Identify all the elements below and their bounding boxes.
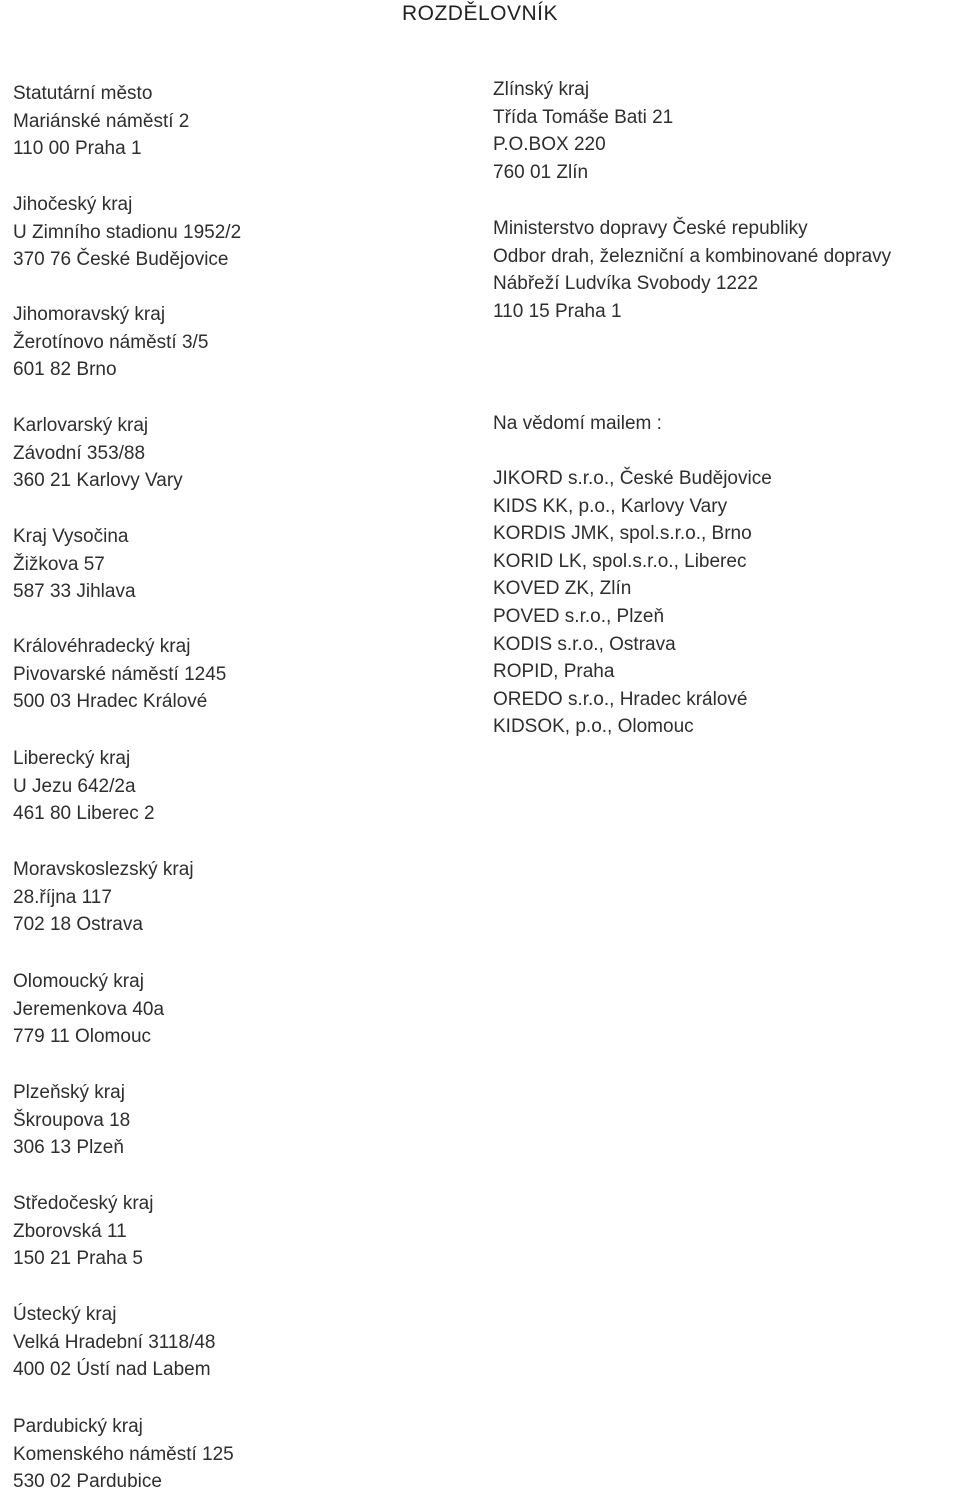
- address-block-olomoucky: [13, 968, 164, 1051]
- address-line: Pivovarské náměstí 1245: [13, 663, 227, 685]
- address-line: Liberecký kraj: [13, 748, 131, 769]
- address-line: Olomoucký kraj: [13, 971, 144, 992]
- address-line: Ministerstvo dopravy České republiky: [493, 218, 808, 239]
- address-block-karlovarsky: [13, 412, 183, 495]
- document-title: ROZDĚLOVNÍK: [401, 2, 559, 25]
- address-line: Královéhradecký kraj: [13, 636, 191, 657]
- address-line: 360 21 Karlovy Vary: [13, 470, 183, 492]
- address-line: Karlovarský kraj: [13, 415, 149, 436]
- address-line: 370 76 České Budějovice: [13, 249, 229, 271]
- address-line: 110 15 Praha 1: [493, 300, 622, 322]
- address-line: Jihočeský kraj: [13, 194, 133, 215]
- address-line: Kraj Vysočina: [13, 526, 129, 547]
- address-line: 110 00 Praha 1: [13, 138, 142, 160]
- list-item: KIDSOK, p.o., Olomouc: [493, 716, 694, 738]
- address-block-statutarni-mesto: [13, 80, 189, 163]
- address-line: 400 02 Ústí nad Labem: [13, 1359, 211, 1381]
- list-item: KIDS KK, p.o., Karlovy Vary: [493, 495, 728, 517]
- address-line: 601 82 Brno: [13, 359, 117, 381]
- address-line: P.O.BOX 220: [493, 134, 606, 156]
- list-item: KODIS s.r.o., Ostrava: [493, 633, 676, 655]
- address-line: Škroupova 18: [13, 1109, 131, 1131]
- email-note: Na vědomí mailem :: [493, 413, 662, 434]
- list-item: KORDIS JMK, spol.s.r.o., Brno: [493, 523, 752, 545]
- address-line: 150 21 Praha 5: [13, 1248, 143, 1270]
- address-line: Závodní 353/88: [13, 442, 146, 464]
- address-block-pardubicky: [13, 1413, 234, 1496]
- address-line: 28.října 117: [13, 886, 112, 908]
- address-line: Žižkova 57: [13, 553, 105, 575]
- address-line: Zlínský kraj: [493, 79, 590, 100]
- address-line: Jihomoravský kraj: [13, 304, 166, 325]
- address-block-vysocina: [13, 523, 136, 606]
- address-line: Odbor drah, železniční a kombinované dopravy: [493, 245, 892, 267]
- address-line: 779 11 Olomouc: [13, 1026, 152, 1048]
- address-line: Ústecký kraj: [13, 1304, 117, 1325]
- address-line: Nábřeží Ludvíka Svobody 1222: [493, 273, 759, 295]
- address-block-zlinsky: [493, 76, 673, 186]
- address-line: Pardubický kraj: [13, 1416, 143, 1437]
- address-block-stredocesky: [13, 1190, 153, 1273]
- address-line: Mariánské náměstí 2: [13, 110, 190, 132]
- email-recipient-list: [493, 465, 772, 741]
- address-line: 587 33 Jihlava: [13, 581, 136, 603]
- address-block-moravskoslezsky: [13, 856, 194, 939]
- address-line: Moravskoslezský kraj: [13, 859, 194, 880]
- address-line: 530 02 Pardubice: [13, 1471, 162, 1493]
- list-item: ROPID, Praha: [493, 661, 615, 683]
- list-item: OREDO s.r.o., Hradec králové: [493, 688, 748, 710]
- address-line: 760 01 Zlín: [493, 161, 589, 183]
- list-item: KORID LK, spol.s.r.o., Liberec: [493, 550, 747, 572]
- address-line: 306 13 Plzeň: [13, 1137, 124, 1159]
- address-line: Středočeský kraj: [13, 1193, 154, 1214]
- address-block-plzensky: [13, 1079, 130, 1162]
- address-block-liberecky: [13, 745, 155, 828]
- address-line: Třída Tomáše Bati 21: [493, 106, 674, 128]
- list-item: JIKORD s.r.o., České Budějovice: [493, 468, 772, 489]
- address-line: 500 03 Hradec Králové: [13, 691, 208, 713]
- address-line: Žerotínovo náměstí 3/5: [13, 331, 209, 353]
- address-line: Statutární město: [13, 83, 153, 104]
- address-line: Komenského náměstí 125: [13, 1443, 234, 1465]
- address-line: Zborovská 11: [13, 1220, 127, 1242]
- address-line: U Zimního stadionu 1952/2: [13, 221, 242, 243]
- address-line: Velká Hradební 3118/48: [13, 1331, 216, 1353]
- address-block-jihocesky: [13, 191, 241, 274]
- list-item: KOVED ZK, Zlín: [493, 578, 632, 600]
- list-item: POVED s.r.o., Plzeň: [493, 605, 665, 627]
- address-line: 461 80 Liberec 2: [13, 803, 155, 825]
- address-block-jihomoravsky: [13, 301, 208, 384]
- address-block-kralovehradecky: [13, 633, 226, 716]
- address-line: Plzeňský kraj: [13, 1082, 125, 1103]
- address-line: 702 18 Ostrava: [13, 914, 143, 936]
- address-line: Jeremenkova 40a: [13, 998, 165, 1020]
- address-block-ustecky: [13, 1301, 215, 1384]
- address-line: U Jezu 642/2a: [13, 775, 136, 797]
- address-block-ministerstvo-dopravy: [493, 215, 891, 325]
